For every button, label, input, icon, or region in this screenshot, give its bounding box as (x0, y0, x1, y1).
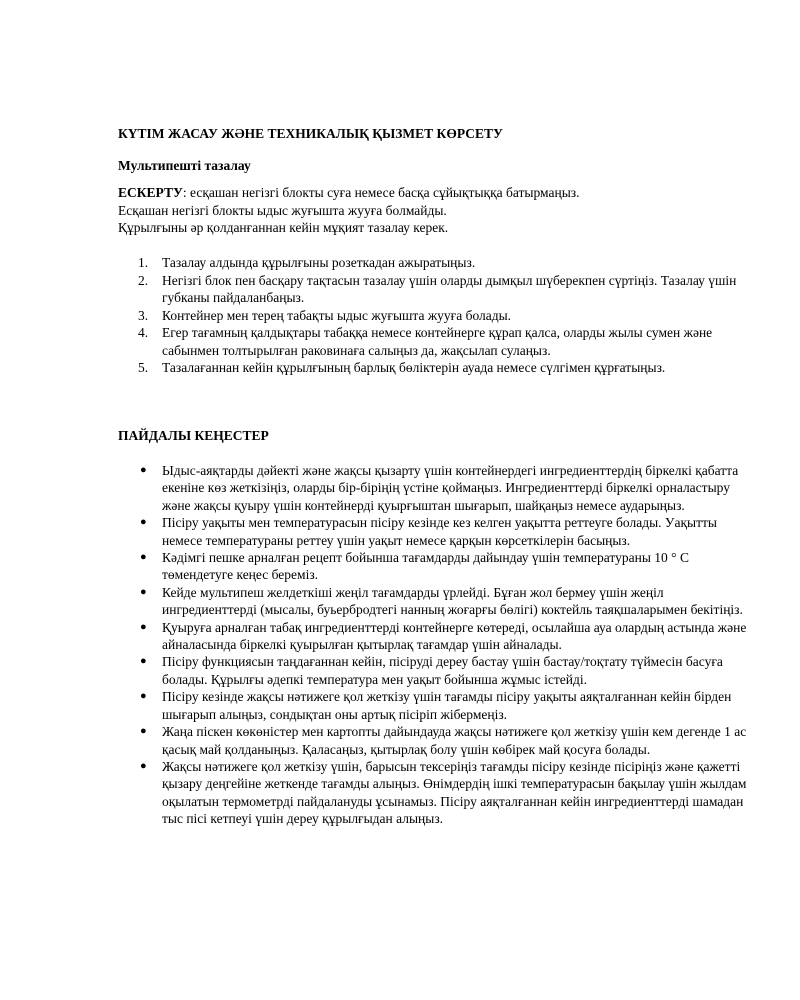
cleaning-steps-list (118, 254, 758, 377)
useful-tips-heading: ПАЙДАЛЫ КЕҢЕСТЕР (118, 428, 269, 443)
bullet-icon: ● (140, 725, 147, 738)
warning-line-1 (118, 184, 758, 202)
bullet-icon: ● (140, 464, 147, 476)
list-item (118, 254, 758, 272)
step-number: 5. (138, 360, 149, 375)
tip-text: Кейде мультипеш желдеткіші жеңіл тағамдарды үрлейді. Бұған жол бермеу үшін жеңіл ингредиенттерді (мысалы, буьербродтегі нанның жоғарғы бөлігі) коктейль таяқшаларымен бекітіңіз. (162, 584, 743, 618)
bullet-icon: ● (140, 655, 147, 668)
tip-text: Жаңа піскен көкөністер мен картопты дайындауда жақсы нәтижеге қол жеткізу үшін кем дегенде 1 ас қасық май қолданыңыз. Қаласаңыз, қытырлақ болу үшін көбірек май қосуға болады. (162, 724, 747, 757)
bullet-icon: ● (140, 516, 147, 529)
list-item (140, 584, 760, 619)
list-item (140, 653, 760, 688)
bullet-icon: ● (140, 551, 147, 564)
step-text: Егер тағамның қалдықтары табаққа немесе контейнерге құрап қалса, оларды жылы сумен және сабынмен толтырылған раковинаға салыңыз да, жақсылап сулаңыз. (162, 325, 713, 358)
list-item (140, 688, 760, 723)
step-text: Контейнер мен терең табақты ыдыс жуғышта жууға болады. (162, 307, 512, 323)
warning-line-2: Есқашан негізгі блокты ыдыс жуғышта жууға болмайды. (118, 202, 447, 218)
bullet-icon: ● (140, 620, 147, 633)
step-text: Тазалағаннан кейін құрылғының барлық бөліктерін ауада немесе сүлгімен құрғатыңыз. (162, 360, 666, 375)
step-text: Негізгі блок пен басқару тақтасын тазалау үшін оларды дымқыл шүберекпен сүртіңіз. Тазалау үшін губканы пайдаланбаңыз. (162, 272, 737, 305)
cleaning-heading: Мультипешті тазалау (118, 158, 251, 173)
warning-label: ЕСКЕРТУ (118, 185, 183, 200)
tips-list (140, 462, 760, 828)
step-number: 3. (138, 307, 149, 323)
warning-line-3: Құрылғыны әр қолданғаннан кейін мұқият тазалау керек. (118, 220, 449, 235)
tip-text: Кәдімгі пешке арналған рецепт бойынша тағамдарды дайындау үшін температураны 10 ° С төмендетуге кеңес береміз. (162, 550, 689, 583)
care-maintenance-heading: КҮТІМ ЖАСАУ ЖӘНЕ ТЕХНИКАЛЫҚ ҚЫЗМЕТ КӨРСЕТУ (118, 126, 503, 141)
warning-text-1: : есқашан негізгі блокты суға немесе басқа сұйықтыққа батырмаңыз. (182, 185, 580, 200)
list-item (140, 514, 760, 549)
bullet-icon: ● (140, 690, 147, 703)
list-item (140, 549, 760, 584)
list-item (118, 359, 758, 377)
tip-text: Қуыруға арналған табақ ингредиенттерді контейнерге көтереді, осылайша ауа олардың астында және айналасында біркелкі қуырылған қытырлақ тағамдар үшін айналады. (162, 619, 747, 653)
warning-block (118, 184, 758, 237)
step-number: 4. (138, 325, 149, 340)
step-text: Тазалау алдында құрылғыны розеткадан ажыратыңыз. (162, 255, 476, 270)
bullet-icon: ● (140, 585, 147, 598)
step-number: 1. (138, 255, 149, 270)
tip-text: Пісіру уақыты мен температурасын пісіру кезінде кез келген уақытта реттеуге болады. Уақытты немесе температураны реттеу үшін уақыт немесе қарқын көрсеткілерін басыңыз. (162, 515, 717, 548)
tip-text: Пісіру кезінде жақсы нәтижеге қол жеткізу үшін тағамды пісіру уақыты аяқталғаннан кейін бірден шығарып алыңыз, сондықтан оны артық пісіріп жібермеңіз. (162, 689, 732, 722)
list-item (118, 272, 758, 307)
step-number: 2. (138, 272, 149, 288)
bullet-icon: ● (140, 759, 147, 772)
list-item (118, 324, 758, 359)
list-item (140, 758, 760, 828)
list-item (140, 723, 760, 758)
tip-text: Ыдыс-аяқтарды дәйекті және жақсы қызарту үшін контейнердегі ингредиенттердің біркелкі қабатта екеніне көз жеткізіңіз, оларды бір-біріңің үстіне қоймаңыз. Ингредиенттерді біркелкі орналастыру және жақсы қуыру үшін контейнерді қуырғыштан шығарып, шайқаңыз немесе аударыңыз. (162, 463, 739, 513)
list-item (140, 619, 760, 654)
tip-text: Жақсы нәтижеге қол жеткізу үшін, барысын тексеріңіз тағамды пісіру кезінде пісіріңіз және қажетті қызару деңгейіне жеткенде тағамды алыңыз. Өнімдердің ішкі температурасын бақылау үшін жылдам оқылатын термометрді пайдалануды ұсынамыз. Пісіру аяқталғаннан кейін ингредиенттерді шамадан тыс пісі кетпеуі үшін дереу құрылғыдан алыңыз. (162, 758, 747, 827)
tip-text: Пісіру функциясын таңдағаннан кейін, пісіруді дереу бастау үшін бастау/тоқтату түймесін басуға болады. Құрылғы әдепкі температура мен уақыт бойынша жұмыс істейді. (162, 654, 723, 687)
list-item (118, 307, 758, 325)
list-item (140, 462, 760, 514)
